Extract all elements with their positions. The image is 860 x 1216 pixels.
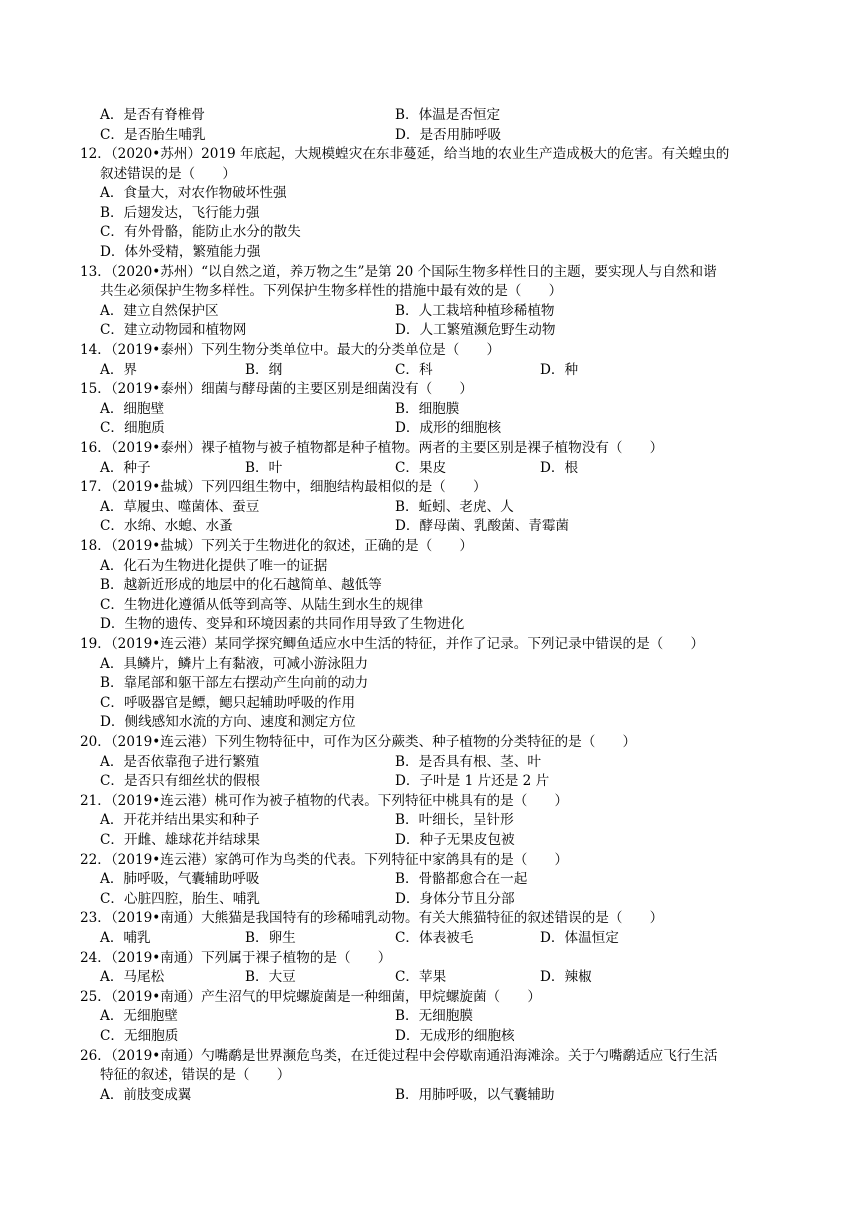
q26-option-a: A．前肢变成翼 [100, 1087, 192, 1103]
q19-option-b: B．靠尾部和躯干部左右摆动产生向前的动力 [100, 675, 369, 691]
q16-stem: 16．（2019•泰州）裸子植物与被子植物都是种子植物。两者的主要区别是裸子植物没有（ ） [80, 440, 664, 456]
q20-option-a: A．是否依靠孢子进行繁殖 [100, 754, 260, 770]
q15-option-b: B．细胞膜 [395, 401, 460, 417]
q25-option-c: C．无细胞质 [100, 1028, 179, 1044]
q24-option-b: B．大豆 [245, 969, 296, 985]
q12-option-d: D．体外受精，繁殖能力强 [100, 244, 261, 260]
q16-option-d: D．根 [540, 460, 579, 476]
q20-stem: 20．（2019•连云港）下列生物特征中，可作为区分蕨类、种子植物的分类特征的是（ ） [80, 734, 637, 750]
q19-option-d: D．侧线感知水流的方向、速度和测定方位 [100, 714, 356, 730]
q16-option-c: C．果皮 [395, 460, 447, 476]
q14-option-c: C．科 [395, 362, 433, 378]
q25-option-d: D．无成形的细胞核 [395, 1028, 515, 1044]
q13-option-c: C．建立动物园和植物网 [100, 322, 247, 338]
q22-stem: 22．（2019•连云港）家鸽可作为鸟类的代表。下列特征中家鸽具有的是（ ） [80, 852, 569, 868]
q17-option-b: B．蚯蚓、老虎、人 [395, 499, 514, 515]
q21-option-c: C．开雌、雄球花并结球果 [100, 832, 260, 848]
q12-stem: 12．（2020•苏州）2019 年底起，大规模蝗灾在东非蔓延，给当地的农业生产造成极大的危害。有关蝗虫的 [80, 146, 730, 162]
q24-option-d: D．辣椒 [540, 969, 592, 985]
q14-option-d: D．种 [540, 362, 579, 378]
q23-option-c: C．体表被毛 [395, 930, 474, 946]
q11-option-c: C．是否胎生哺乳 [100, 127, 206, 143]
q12-option-b: B．后翅发达，飞行能力强 [100, 205, 260, 221]
q11-option-a: A．是否有脊椎骨 [100, 107, 205, 123]
q14-option-a: A．界 [100, 362, 138, 378]
q11-option-d: D．是否用肺呼吸 [395, 127, 502, 143]
q24-stem: 24．（2019•南通）下列属于裸子植物的是（ ） [80, 950, 392, 966]
q26-option-b: B．用肺呼吸，以气囊辅助 [395, 1087, 555, 1103]
q14-option-b: B．纲 [245, 362, 283, 378]
q21-stem: 21．（2019•连云港）桃可作为被子植物的代表。下列特征中桃具有的是（ ） [80, 793, 569, 809]
q20-option-c: C．是否只有细丝状的假根 [100, 773, 260, 789]
q22-option-c: C．心脏四腔，胎生、哺乳 [100, 891, 260, 907]
q12-option-c: C．有外骨骼，能防止水分的散失 [100, 224, 301, 240]
q15-option-d: D．成形的细胞核 [395, 420, 502, 436]
q14-stem: 14．（2019•泰州）下列生物分类单位中。最大的分类单位是（ ） [80, 342, 501, 358]
q23-option-d: D．体温恒定 [540, 930, 619, 946]
q19-stem: 19．（2019•连云港）某同学探究鲫鱼适应水中生活的特征，并作了记录。下列记录中错误的是（ ） [80, 636, 705, 652]
q25-option-a: A．无细胞壁 [100, 1008, 178, 1024]
q12-stem-cont: 叙述错误的是（ ） [100, 166, 236, 182]
q21-option-b: B．叶细长，呈针形 [395, 812, 514, 828]
q17-stem: 17．（2019•盐城）下列四组生物中，细胞结构最相似的是（ ） [80, 479, 487, 495]
q22-option-d: D．身体分节且分部 [395, 891, 515, 907]
q25-option-b: B．无细胞膜 [395, 1008, 473, 1024]
q26-stem: 26．（2019•南通）勺嘴鹬是世界濒危鸟类，在迁徙过程中会停歇南通沿海滩涂。关于勺嘴鹬适应飞行生活 [80, 1048, 718, 1064]
q23-option-a: A．哺乳 [100, 930, 151, 946]
q15-option-a: A．细胞壁 [100, 401, 165, 417]
q20-option-d: D．子叶是 1 片还是 2 片 [395, 773, 550, 789]
q17-option-d: D．酵母菌、乳酸菌、青霉菌 [395, 518, 570, 534]
q13-stem-cont: 共生必须保护生物多样性。下列保护生物多样性的措施中最有效的是（ ） [100, 283, 563, 299]
q24-option-c: C．苹果 [395, 969, 447, 985]
q23-stem: 23．（2019•南通）大熊猫是我国特有的珍稀哺乳动物。有关大熊猫特征的叙述错误的是（ ） [80, 910, 664, 926]
q19-option-a: A．具鳞片，鳞片上有黏液，可减小游泳阻力 [100, 656, 369, 672]
q16-option-a: A．种子 [100, 460, 151, 476]
q24-option-a: A．马尾松 [100, 969, 165, 985]
q19-option-c: C．呼吸器官是鳔，鳃只起辅助呼吸的作用 [100, 695, 356, 711]
q18-option-b: B．越新近形成的地层中的化石越简单、越低等 [100, 577, 382, 593]
q13-stem: 13．（2020•苏州）“以自然之道，养万物之生”是第 20 个国际生物多样性日的主题，要实现人与自然和谐 [80, 264, 717, 280]
q21-option-a: A．开花并结出果实和种子 [100, 812, 260, 828]
q26-stem-cont: 特征的叙述，错误的是（ ） [100, 1067, 291, 1083]
q13-option-b: B．人工栽培种植珍稀植物 [395, 303, 555, 319]
q13-option-d: D．人工繁殖濒危野生动物 [395, 322, 556, 338]
q18-option-a: A．化石为生物进化提供了唯一的证据 [100, 558, 328, 574]
q15-option-c: C．细胞质 [100, 420, 165, 436]
q20-option-b: B．是否具有根、茎、叶 [395, 754, 541, 770]
q15-stem: 15．（2019•泰州）细菌与酵母菌的主要区别是细菌没有（ ） [80, 381, 473, 397]
q17-option-a: A．草履虫、噬菌体、蚕豆 [100, 499, 260, 515]
q16-option-b: B．叶 [245, 460, 283, 476]
q18-option-c: C．生物进化遵循从低等到高等、从陆生到水生的规律 [100, 597, 424, 613]
q11-option-b: B．体温是否恒定 [395, 107, 501, 123]
q21-option-d: D．种子无果皮包被 [395, 832, 515, 848]
q18-option-d: D．生物的遗传、变异和环境因素的共同作用导致了生物进化 [100, 616, 465, 632]
q23-option-b: B．卵生 [245, 930, 296, 946]
q18-stem: 18．（2019•盐城）下列关于生物进化的叙述，正确的是（ ） [80, 538, 473, 554]
q12-option-a: A．食量大，对农作物破坏性强 [100, 185, 287, 201]
q22-option-b: B．骨骼都愈合在一起 [395, 871, 528, 887]
q13-option-a: A．建立自然保护区 [100, 303, 219, 319]
q22-option-a: A．肺呼吸，气囊辅助呼吸 [100, 871, 260, 887]
q25-stem: 25．（2019•南通）产生沼气的甲烷螺旋菌是一种细菌，甲烷螺旋菌（ ） [80, 989, 541, 1005]
q17-option-c: C．水绵、水螅、水蚤 [100, 518, 233, 534]
